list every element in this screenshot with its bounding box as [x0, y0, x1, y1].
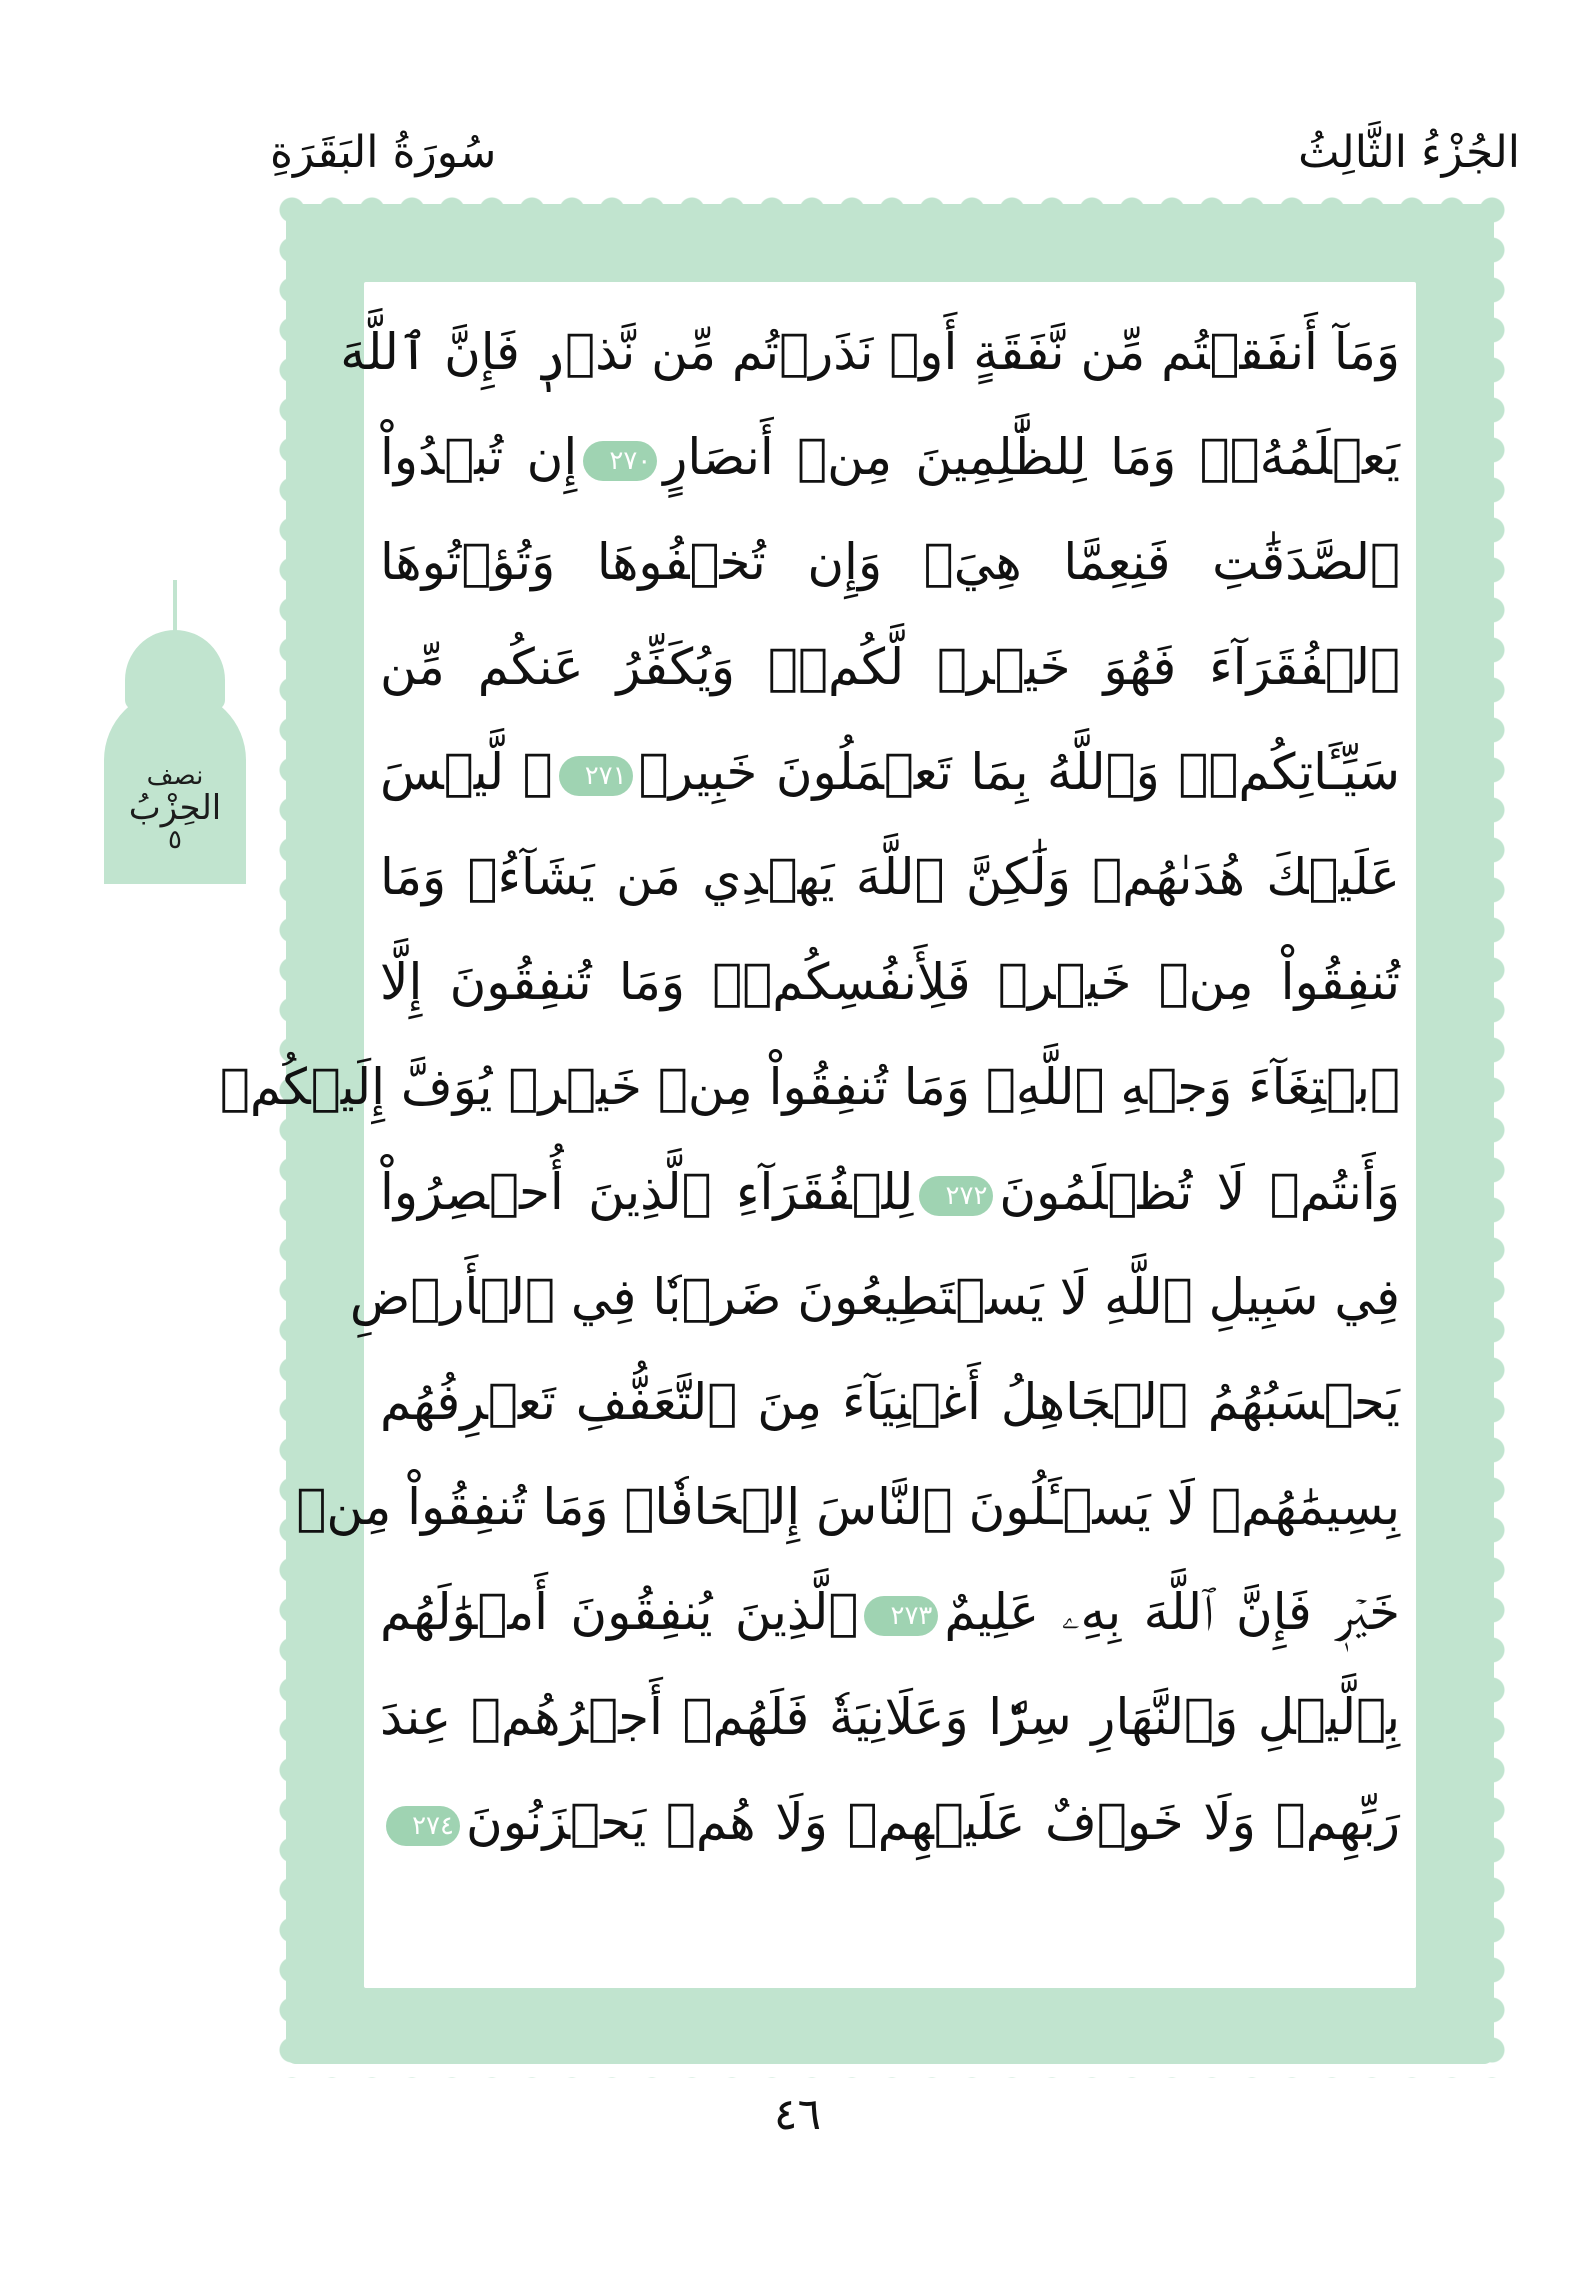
page-number: ٤٦	[773, 2089, 822, 2140]
text-line	[296, 1455, 1400, 1560]
juz-title: الجُزْءُ الثَّالِثُ	[1298, 127, 1520, 178]
line-text-continued: إِن تُبۡدُواْ	[380, 428, 578, 486]
line-text: بِٱلَّيۡلِ وَٱلنَّهَارِ سِرّٗا وَعَلَانِيَةٗ فَلَهُمۡ أَجۡرُهُمۡ عِندَ	[380, 1688, 1400, 1746]
line-text: يَحۡسَبُهُمُ ٱلۡجَاهِلُ أَغۡنِيَآءَ مِنَ ٱلتَّعَفُّفِ تَعۡرِفُهُم	[380, 1373, 1400, 1431]
line-text: ٱبۡتِغَآءَ وَجۡهِ ٱللَّهِۚ وَمَا تُنفِقُواْ مِنۡ خَيۡرٖ يُوَفَّ إِلَيۡكُمۡ	[219, 1058, 1400, 1116]
text-line	[380, 1665, 1400, 1770]
line-text: ٱلصَّدَقَٰتِ فَنِعِمَّا هِيَۖ وَإِن تُخۡفُوهَا وَتُؤۡتُوهَا	[380, 533, 1400, 591]
text-line	[380, 1560, 1400, 1665]
line-text: رَبِّهِمۡ وَلَا خَوۡفٌ عَلَيۡهِمۡ وَلَا هُمۡ يَحۡزَنُونَ	[466, 1793, 1400, 1851]
ayah-number-marker: ٢٧٠	[583, 441, 657, 481]
line-text: وَأَنتُمۡ لَا تُظۡلَمُونَ	[999, 1163, 1400, 1221]
ayah-number-marker: ٢٧٢	[919, 1176, 993, 1216]
text-line	[380, 1140, 1400, 1245]
line-text: عَلَيۡكَ هُدَىٰهُمۡ وَلَٰكِنَّ ٱللَّهَ يَهۡدِي مَن يَشَآءُۗ وَمَا	[380, 848, 1400, 906]
text-line	[380, 615, 1400, 720]
text-line	[380, 825, 1400, 930]
line-text-continued: لِلۡفُقَرَآءِ ٱلَّذِينَ أُحۡصِرُواْ	[380, 1163, 914, 1221]
line-text: تُنفِقُواْ مِنۡ خَيۡرٖ فَلِأَنفُسِكُمۡۚ وَمَا تُنفِقُونَ إِلَّا	[380, 953, 1400, 1011]
line-text: بِسِيمَٰهُمۡ لَا يَسۡـَٔلُونَ ٱلنَّاسَ إِلۡحَافٗاۗ وَمَا تُنفِقُواْ مِنۡ	[296, 1478, 1400, 1536]
line-text: ٱلۡفُقَرَآءَ فَهُوَ خَيۡرٞ لَّكُمۡۚ وَيُكَفِّرُ عَنكُم مِّن	[380, 638, 1400, 696]
text-line	[380, 1350, 1400, 1455]
hizb-number: ٥	[168, 825, 182, 855]
ayah-number-marker: ٢٧٤	[386, 1806, 460, 1846]
line-text: خَيۡرٖ فَإِنَّ ٱللَّهَ بِهِۦ عَلِيمٌ	[944, 1583, 1400, 1641]
surah-title: سُورَةُ البَقَرَةِ	[270, 127, 497, 178]
ayah-number-marker: ٢٧١	[559, 756, 633, 796]
quran-text	[219, 300, 1400, 1980]
line-text: فِي سَبِيلِ ٱللَّهِ لَا يَسۡتَطِيعُونَ ضَرۡبٗا فِي ٱلۡأَرۡضِ	[349, 1268, 1400, 1326]
ayah-number-marker: ٢٧٣	[864, 1596, 938, 1636]
line-text-continued: ۞ لَّيۡسَ	[380, 743, 553, 801]
line-text: وَمَآ أَنفَقۡتُم مِّن نَّفَقَةٍ أَوۡ نَذَرۡتُم مِّن نَّذۡرٖ فَإِنَّ ٱللَّهَ	[340, 323, 1400, 381]
hizb-label-half: نصف	[146, 761, 204, 791]
text-line	[219, 1035, 1400, 1140]
text-line	[380, 720, 1400, 825]
hizb-label-hizb: الحِزْبُ	[128, 788, 222, 828]
line-text: يَعۡلَمُهُۥۗ وَمَا لِلظَّٰلِمِينَ مِنۡ أَنصَارٍ	[663, 428, 1400, 486]
text-line	[380, 510, 1400, 615]
text-line	[380, 930, 1400, 1035]
text-line	[380, 405, 1400, 510]
text-line	[380, 1770, 1400, 1875]
text-line	[349, 1245, 1400, 1350]
line-text-continued: ٱلَّذِينَ يُنفِقُونَ أَمۡوَٰلَهُم	[380, 1583, 859, 1641]
hizb-marker	[104, 580, 246, 884]
line-text: سَيِّـَٔاتِكُمۡۗ وَٱللَّهُ بِمَا تَعۡمَلُونَ خَبِيرٞ	[638, 743, 1400, 801]
text-line	[340, 300, 1400, 405]
